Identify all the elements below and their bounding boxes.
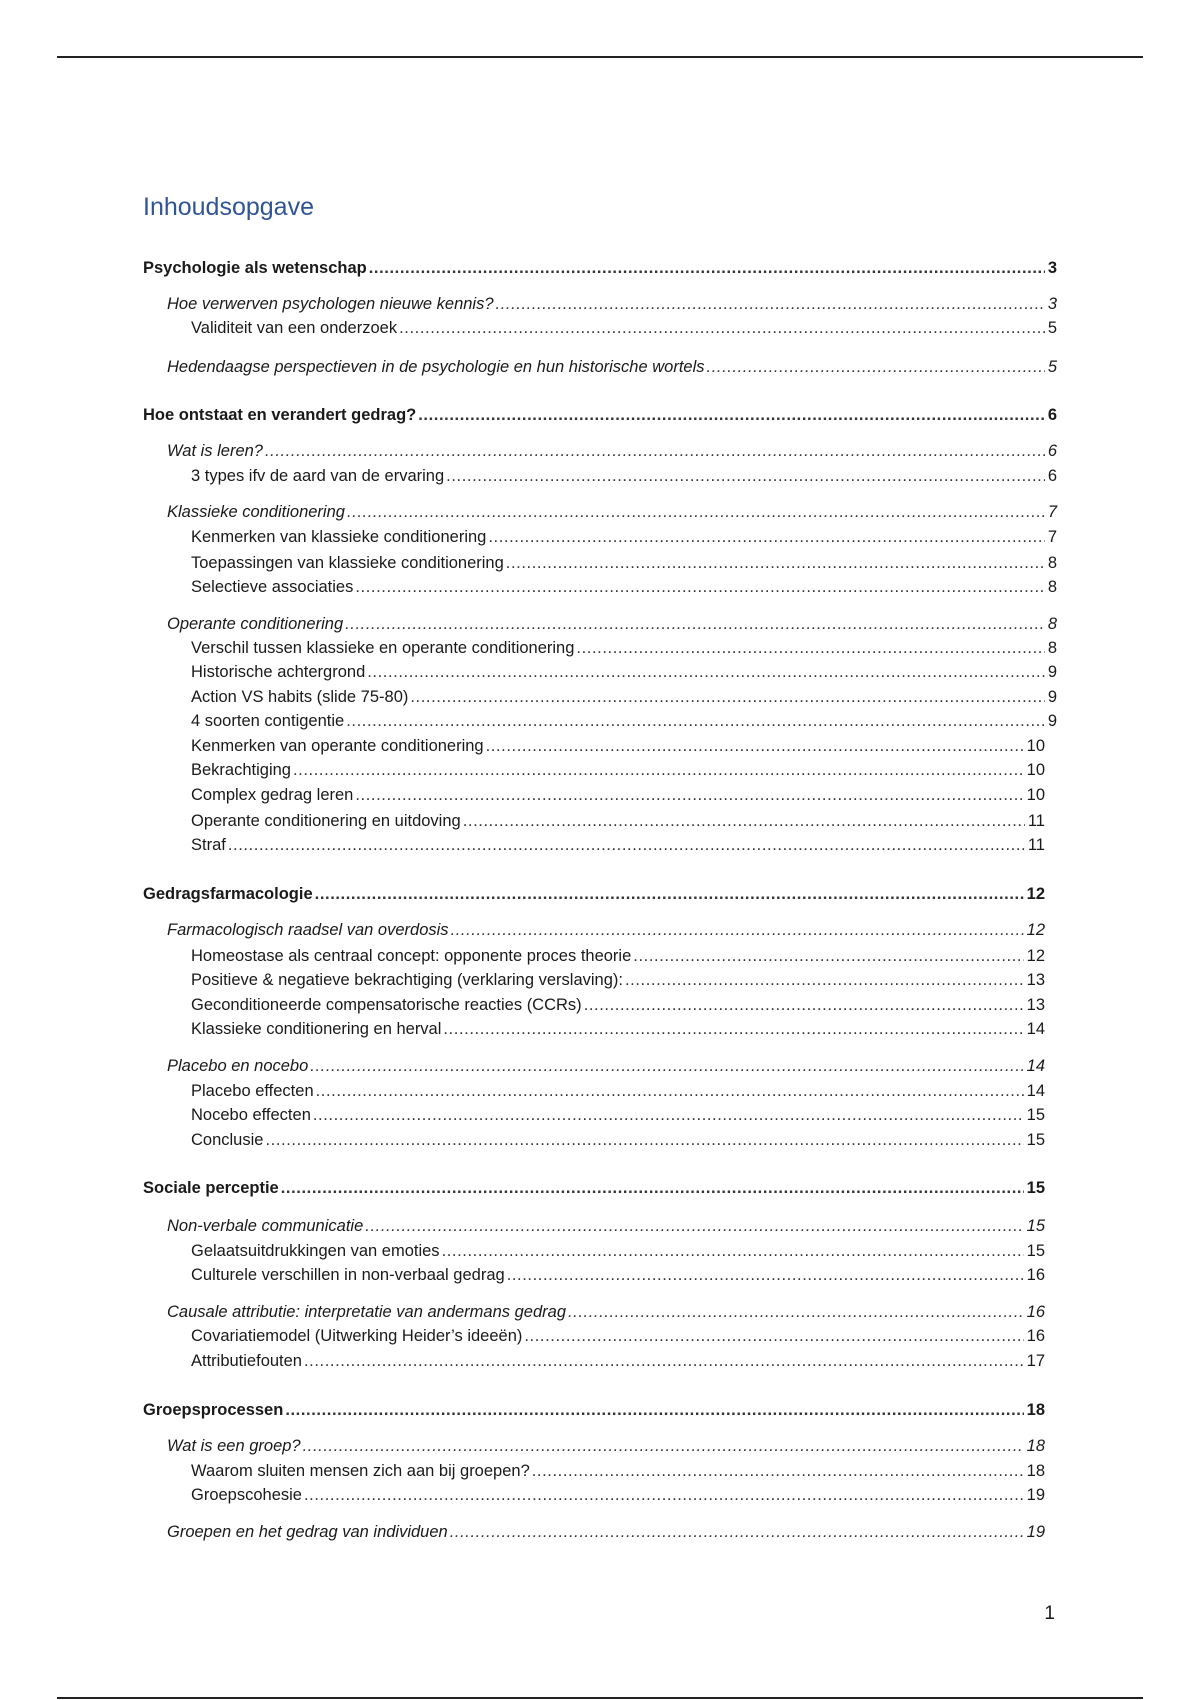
toc-dot-leader bbox=[576, 637, 1044, 659]
toc-entry[interactable] bbox=[143, 883, 1045, 905]
page-number: 1 bbox=[1044, 1603, 1055, 1624]
toc-dot-leader bbox=[304, 1350, 1024, 1372]
toc-entry-title: Klassieke conditionering bbox=[167, 503, 345, 521]
toc-dot-leader bbox=[365, 1215, 1023, 1237]
toc-entry-title: Selectieve associaties bbox=[191, 578, 354, 596]
toc-entry-page: 14 bbox=[1026, 1057, 1045, 1075]
toc-entry-title: Attributiefouten bbox=[191, 1352, 302, 1370]
toc-entry-title: Operante conditionering bbox=[167, 615, 344, 633]
toc-entry-title: Farmacologisch raadsel van overdosis bbox=[167, 921, 449, 939]
toc-entry[interactable] bbox=[191, 969, 1045, 991]
toc-dot-leader bbox=[524, 1325, 1023, 1347]
toc-entry-title: Bekrachtiging bbox=[191, 761, 291, 779]
toc-entry[interactable] bbox=[167, 1301, 1045, 1323]
toc-entry-title: Covariatiemodel (Uitwerking Heider’s ideeën) bbox=[191, 1327, 523, 1345]
toc-entry-title: Groepscohesie bbox=[191, 1486, 302, 1504]
toc-dot-leader bbox=[584, 994, 1024, 1016]
toc-entry[interactable] bbox=[191, 945, 1045, 967]
toc-entry-page: 6 bbox=[1047, 406, 1057, 424]
toc-entry-page: 17 bbox=[1026, 1352, 1045, 1370]
toc-entry-page: 15 bbox=[1026, 1217, 1045, 1235]
toc-entry-page: 15 bbox=[1026, 1131, 1045, 1149]
toc-entry[interactable] bbox=[191, 552, 1057, 574]
toc-dot-leader bbox=[316, 1080, 1024, 1102]
toc-entry[interactable] bbox=[167, 1055, 1045, 1077]
toc-entry-title: Hoe ontstaat en verandert gedrag? bbox=[143, 406, 417, 424]
toc-entry[interactable] bbox=[143, 404, 1057, 426]
toc-entry-title: Placebo en nocebo bbox=[167, 1057, 309, 1075]
toc-entry-page: 13 bbox=[1026, 996, 1045, 1014]
toc-entry-page: 7 bbox=[1047, 528, 1057, 546]
toc-entry[interactable] bbox=[191, 1325, 1045, 1347]
toc-dot-leader bbox=[310, 1055, 1023, 1077]
toc-entry[interactable] bbox=[191, 710, 1057, 732]
toc-dot-leader bbox=[293, 759, 1024, 781]
toc-entry[interactable] bbox=[143, 257, 1057, 279]
toc-entry-page: 15 bbox=[1026, 1106, 1045, 1124]
toc-dot-leader bbox=[451, 919, 1024, 941]
toc-dot-leader bbox=[265, 440, 1045, 462]
toc-entry-page: 13 bbox=[1026, 971, 1045, 989]
toc-entry[interactable] bbox=[191, 465, 1057, 487]
toc-dot-leader bbox=[228, 834, 1025, 856]
toc-entry[interactable] bbox=[191, 1264, 1045, 1286]
toc-entry-page: 6 bbox=[1047, 442, 1057, 460]
toc-dot-leader bbox=[313, 1104, 1024, 1126]
toc-dot-leader bbox=[355, 576, 1044, 598]
toc-dot-leader bbox=[633, 945, 1023, 967]
toc-entry-page: 16 bbox=[1026, 1266, 1045, 1284]
toc-entry-title: Gelaatsuitdrukkingen van emoties bbox=[191, 1242, 440, 1260]
toc-entry-title: Toepassingen van klassieke conditionering bbox=[191, 554, 504, 572]
toc-title: Inhoudsopgave bbox=[143, 193, 314, 221]
toc-entry[interactable] bbox=[191, 810, 1045, 832]
toc-entry-page: 15 bbox=[1026, 1179, 1045, 1197]
toc-entry-title: Wat is leren? bbox=[167, 442, 263, 460]
toc-entry-page: 16 bbox=[1026, 1327, 1045, 1345]
toc-dot-leader bbox=[346, 710, 1045, 732]
toc-entry-page: 18 bbox=[1026, 1437, 1045, 1455]
toc-entry-page: 18 bbox=[1026, 1401, 1045, 1419]
toc-entry[interactable] bbox=[167, 613, 1057, 635]
toc-entry-page: 3 bbox=[1047, 259, 1057, 277]
toc-dot-leader bbox=[285, 1399, 1023, 1421]
toc-dot-leader bbox=[488, 526, 1044, 548]
toc-dot-leader bbox=[418, 404, 1045, 426]
toc-entry-title: Kenmerken van klassieke conditionering bbox=[191, 528, 487, 546]
toc-entry[interactable] bbox=[191, 1018, 1045, 1040]
toc-entry[interactable] bbox=[191, 1240, 1045, 1262]
toc-entry-page: 6 bbox=[1047, 467, 1057, 485]
toc-entry-page: 15 bbox=[1026, 1242, 1045, 1260]
toc-entry-page: 19 bbox=[1026, 1486, 1045, 1504]
toc-entry[interactable] bbox=[191, 1484, 1045, 1506]
toc-entry-title: Validiteit van een onderzoek bbox=[191, 319, 398, 337]
toc-entry-title: Hedendaagse perspectieven in de psychologie en hun historische wortels bbox=[167, 358, 705, 376]
toc-entry[interactable] bbox=[191, 637, 1057, 659]
toc-entry-page: 8 bbox=[1047, 639, 1057, 657]
toc-entry-page: 19 bbox=[1026, 1523, 1045, 1541]
toc-entry[interactable] bbox=[167, 440, 1057, 462]
toc-entry[interactable] bbox=[191, 1460, 1045, 1482]
toc-dot-leader bbox=[367, 661, 1045, 683]
toc-dot-leader bbox=[369, 257, 1045, 279]
toc-entry-page: 12 bbox=[1026, 921, 1045, 939]
toc-entry[interactable] bbox=[167, 1435, 1045, 1457]
toc-entry-title: Waarom sluiten mensen zich aan bij groepen? bbox=[191, 1462, 530, 1480]
toc-entry-page: 14 bbox=[1026, 1020, 1045, 1038]
toc-entry[interactable] bbox=[167, 1521, 1045, 1543]
toc-dot-leader bbox=[486, 735, 1024, 757]
toc-entry-title: Causale attributie: interpretatie van andermans gedrag bbox=[167, 1303, 566, 1321]
toc-dot-leader bbox=[506, 552, 1045, 574]
toc-entry-title: Placebo effecten bbox=[191, 1082, 314, 1100]
toc-entry[interactable] bbox=[191, 1104, 1045, 1126]
toc-entry-page: 7 bbox=[1047, 503, 1057, 521]
toc-entry[interactable] bbox=[191, 784, 1045, 806]
toc-entry-title: Groepsprocessen bbox=[143, 1401, 284, 1419]
toc-entry-page: 12 bbox=[1026, 885, 1045, 903]
toc-dot-leader bbox=[304, 1484, 1024, 1506]
toc-entry-title: Sociale perceptie bbox=[143, 1179, 279, 1197]
toc-entry-title: Verschil tussen klassieke en operante conditionering bbox=[191, 639, 575, 657]
toc-entry-page: 11 bbox=[1027, 812, 1045, 830]
toc-dot-leader bbox=[568, 1301, 1024, 1323]
toc-entry-title: Straf bbox=[191, 836, 226, 854]
toc-entry-page: 10 bbox=[1026, 737, 1045, 755]
toc-dot-leader bbox=[281, 1177, 1024, 1199]
toc-entry-page: 14 bbox=[1026, 1082, 1045, 1100]
toc-entry-page: 16 bbox=[1026, 1303, 1045, 1321]
toc-entry-page: 11 bbox=[1027, 836, 1045, 854]
toc-entry-title: Historische achtergrond bbox=[191, 663, 366, 681]
toc-entry-title: Nocebo effecten bbox=[191, 1106, 311, 1124]
toc-entry[interactable] bbox=[167, 356, 1057, 378]
toc-entry-title: Wat is een groep? bbox=[167, 1437, 301, 1455]
toc-entry[interactable] bbox=[167, 501, 1057, 523]
toc-dot-leader bbox=[303, 1435, 1024, 1457]
toc-dot-leader bbox=[496, 293, 1045, 315]
toc-entry-title: Hoe verwerven psychologen nieuwe kennis? bbox=[167, 295, 494, 313]
toc-dot-leader bbox=[410, 686, 1044, 708]
toc-dot-leader bbox=[345, 613, 1045, 635]
toc-entry-page: 9 bbox=[1047, 712, 1057, 730]
toc-entry[interactable] bbox=[191, 1129, 1045, 1151]
toc-entry[interactable] bbox=[167, 293, 1057, 315]
toc-dot-leader bbox=[443, 1018, 1023, 1040]
toc-entry[interactable] bbox=[191, 661, 1057, 683]
toc-entry-page: 10 bbox=[1026, 786, 1045, 804]
toc-dot-leader bbox=[315, 883, 1024, 905]
header-rule bbox=[57, 56, 1143, 58]
toc-entry-title: Operante conditionering en uitdoving bbox=[191, 812, 461, 830]
toc-entry-title: Complex gedrag leren bbox=[191, 786, 354, 804]
toc-entry[interactable] bbox=[191, 1080, 1045, 1102]
toc-entry[interactable] bbox=[167, 919, 1045, 941]
toc-entry[interactable] bbox=[191, 759, 1045, 781]
toc-entry[interactable] bbox=[191, 834, 1045, 856]
toc-entry-title: 4 soorten contigentie bbox=[191, 712, 345, 730]
toc-dot-leader bbox=[707, 356, 1045, 378]
toc-entry-page: 8 bbox=[1047, 578, 1057, 596]
toc-entry[interactable] bbox=[191, 317, 1057, 339]
toc-entry-title: Culturele verschillen in non-verbaal gedrag bbox=[191, 1266, 505, 1284]
toc-entry-page: 8 bbox=[1047, 554, 1057, 572]
toc-entry[interactable] bbox=[191, 994, 1045, 1016]
toc-entry[interactable] bbox=[143, 1177, 1045, 1199]
toc-entry-title: Action VS habits (slide 75-80) bbox=[191, 688, 409, 706]
toc-entry-page: 8 bbox=[1047, 615, 1057, 633]
toc-dot-leader bbox=[625, 969, 1024, 991]
toc-entry[interactable] bbox=[191, 576, 1057, 598]
toc-entry-title: Non-verbale communicatie bbox=[167, 1217, 364, 1235]
toc-dot-leader bbox=[446, 465, 1045, 487]
toc-entry-page: 18 bbox=[1026, 1462, 1045, 1480]
toc-dot-leader bbox=[347, 501, 1045, 523]
toc-entry[interactable] bbox=[191, 735, 1045, 757]
toc-entry[interactable] bbox=[191, 526, 1057, 548]
toc-entry-title: 3 types ifv de aard van de ervaring bbox=[191, 467, 445, 485]
footer-rule bbox=[57, 1697, 1143, 1699]
toc-dot-leader bbox=[442, 1240, 1024, 1262]
toc-entry-title: Homeostase als centraal concept: opponente proces theorie bbox=[191, 947, 632, 965]
toc-dot-leader bbox=[265, 1129, 1023, 1151]
toc-entry[interactable] bbox=[167, 1215, 1045, 1237]
toc-dot-leader bbox=[450, 1521, 1024, 1543]
toc-entry-page: 9 bbox=[1047, 688, 1057, 706]
toc-entry-page: 12 bbox=[1026, 947, 1045, 965]
toc-entry-page: 3 bbox=[1047, 295, 1057, 313]
toc-entry-title: Psychologie als wetenschap bbox=[143, 259, 367, 277]
toc-entry[interactable] bbox=[191, 1350, 1045, 1372]
toc-entry-title: Gedragsfarmacologie bbox=[143, 885, 313, 903]
toc-dot-leader bbox=[463, 810, 1025, 832]
toc-entry-page: 5 bbox=[1047, 319, 1057, 337]
toc-entry-title: Kenmerken van operante conditionering bbox=[191, 737, 484, 755]
toc-dot-leader bbox=[355, 784, 1023, 806]
toc-entry[interactable] bbox=[191, 686, 1057, 708]
toc-entry-page: 10 bbox=[1026, 761, 1045, 779]
toc-entry-page: 5 bbox=[1047, 358, 1057, 376]
toc-entry-title: Klassieke conditionering en herval bbox=[191, 1020, 442, 1038]
toc-dot-leader bbox=[532, 1460, 1024, 1482]
toc-entry-title: Geconditioneerde compensatorische reacties (CCRs) bbox=[191, 996, 582, 1014]
toc-dot-leader bbox=[399, 317, 1045, 339]
toc-entry-title: Positieve & negatieve bekrachtiging (verklaring verslaving): bbox=[191, 971, 623, 989]
toc-entry-page: 9 bbox=[1047, 663, 1057, 681]
toc-dot-leader bbox=[507, 1264, 1024, 1286]
toc-entry-title: Groepen en het gedrag van individuen bbox=[167, 1523, 448, 1541]
toc-entry-title: Conclusie bbox=[191, 1131, 264, 1149]
toc-entry[interactable] bbox=[143, 1399, 1045, 1421]
